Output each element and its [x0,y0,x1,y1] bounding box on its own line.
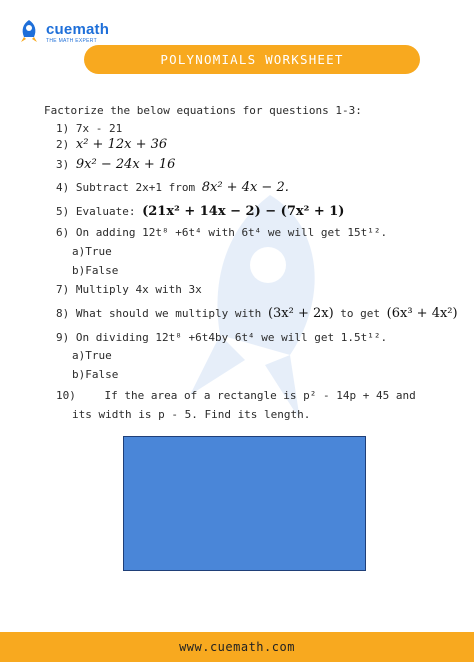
option-false: b)False [72,264,119,277]
question-equation: 9x² − 24x + 16 [75,157,176,172]
question-number: 6) [56,226,70,239]
question-number: 5) [56,205,70,218]
question-text: Evaluate: [75,205,136,218]
question-text: On dividing 12t⁸ +6t4by 6t⁴ we will get 1.5t¹². [75,331,388,344]
question-number: 3) [56,158,70,171]
question-equation: (6x³ + 4x²) [386,306,458,321]
option-false: b)False [72,368,119,381]
footer-bar [0,632,474,662]
question-6 [56,226,387,240]
question-7 [56,283,202,297]
option-true: a)True [72,349,112,362]
rectangle-figure [123,436,366,571]
option-true: a)True [72,245,112,258]
question-9 [56,331,387,345]
question-equation: (21x² + 14x − 2) − (7x² + 1) [142,204,345,219]
question-10-continued: its width is p - 5. Find its length. [72,408,311,421]
question-equation: (3x² + 2x) [267,306,334,321]
question-10 [56,389,416,403]
question-8 [56,307,458,321]
question-number: 1) [56,122,70,135]
question-2 [56,138,167,152]
question-number: 10) [56,389,76,402]
question-text: to get [340,307,381,320]
question-number: 9) [56,331,70,344]
brand-tagline: THE MATH EXPERT [46,38,97,44]
question-text: What should we multiply with [75,307,262,320]
question-3 [56,158,175,172]
question-4 [56,181,289,195]
question-number: 7) [56,283,70,296]
question-equation: x² + 12x + 36 [75,137,168,152]
instructions: Factorize the below equations for questions 1-3: [44,104,362,117]
question-text: Multiply 4x with 3x [75,283,202,296]
question-5 [56,205,344,219]
question-1 [56,122,122,136]
worksheet-title: POLYNOMIALS WORKSHEET [160,52,344,67]
question-number: 2) [56,138,70,151]
question-number: 8) [56,307,70,320]
brand-name: cuemath [46,21,110,38]
footer-url[interactable]: www.cuemath.com [179,640,295,654]
question-text: Subtract 2x+1 from [75,181,196,194]
question-text: 7x - 21 [75,122,123,135]
question-text: If the area of a rectangle is p² - 14p + 45 and [104,389,416,402]
question-equation: 8x² + 4x − 2. [201,180,289,195]
question-text: On adding 12t⁸ +6t⁴ with 6t⁴ we will get 15t¹². [75,226,388,239]
question-number: 4) [56,181,70,194]
